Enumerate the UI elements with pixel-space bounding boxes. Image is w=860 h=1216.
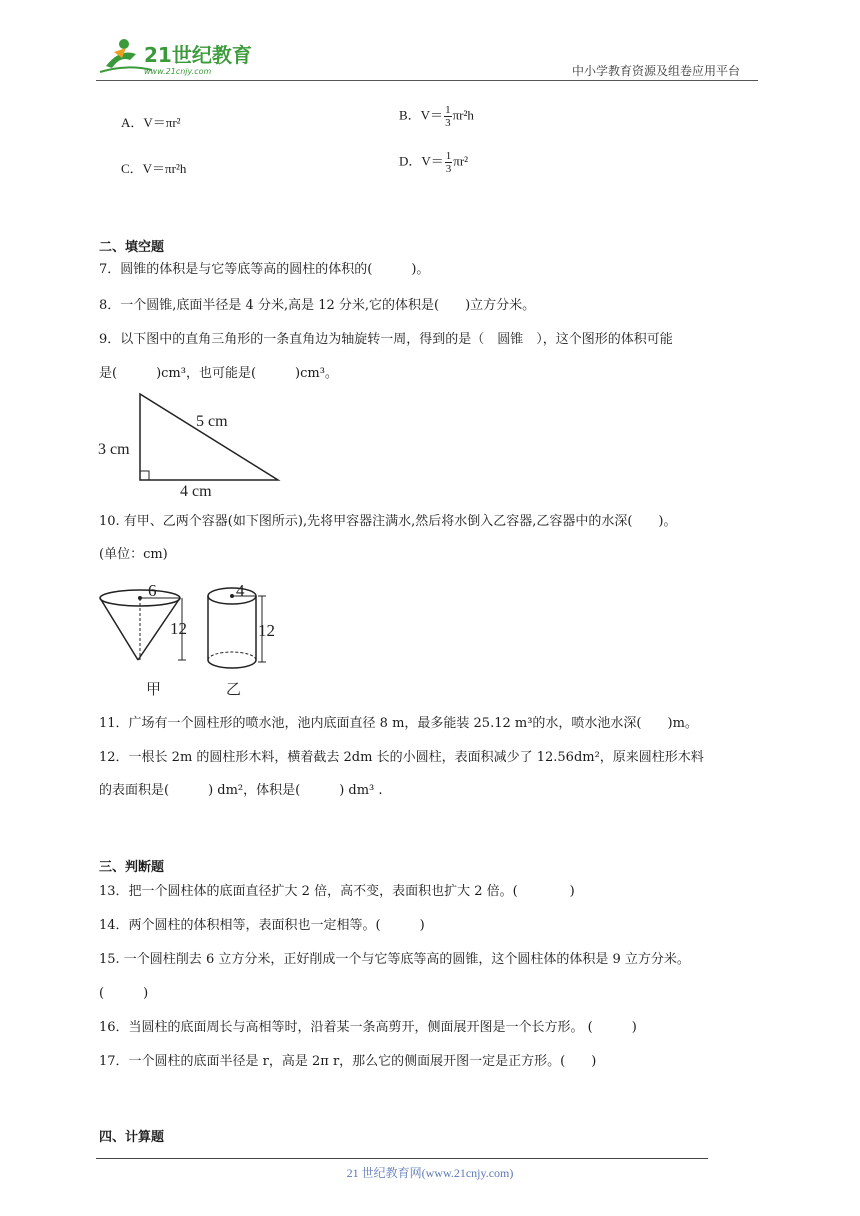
question-17: 17．一个圆柱的底面半径是 r，高是 2π r，那么它的侧面展开图一定是正方形。( ) — [99, 1054, 597, 1069]
option-d-prefix: D．V＝ — [399, 153, 444, 169]
question-10-line2: (单位：cm) — [99, 547, 168, 562]
option-c: C．V＝πr²h — [121, 161, 187, 176]
question-12-line1: 12．一根长 2m 的圆柱形木料，横着截去 2dm 长的小圆柱，表面积减少了 12.56dm²，原来圆柱形木料 — [99, 750, 704, 765]
right-angle-mark — [140, 471, 149, 480]
logo-text: 21世纪教育 — [144, 43, 252, 67]
triangle-hypotenuse-label: 5 cm — [196, 413, 228, 430]
option-b-prefix: B．V＝ — [399, 107, 444, 123]
question-7: 7．圆锥的体积是与它等底等高的圆柱的体积的( )。 — [99, 262, 430, 277]
question-15-line1: 15. 一个圆柱削去 6 立方分米，正好削成一个与它等底等高的圆锥，这个圆柱体的体积是 9 立方分米。 — [99, 952, 690, 967]
option-d-suffix: πr² — [453, 153, 469, 169]
option-b-suffix: πr²h — [452, 107, 474, 123]
cylinder-label: 乙 — [226, 680, 242, 698]
triangle-left-label: 3 cm — [98, 441, 130, 458]
logo-url: www.21cnjy.com — [144, 67, 212, 76]
section-title-calculation: 四、计算题 — [99, 1130, 165, 1145]
footer-link[interactable]: 21 世纪教育网(www.21cnjy.com) — [346, 1166, 514, 1180]
section-title-judgment: 三、判断题 — [99, 860, 165, 875]
cone-height-label: 12 — [170, 619, 187, 638]
platform-name: 中小学教育资源及组卷应用平台 — [572, 64, 741, 78]
triangle-shape — [140, 394, 278, 480]
option-b — [399, 104, 474, 129]
question-15-line2: ( ) — [99, 986, 149, 1001]
site-logo — [96, 36, 266, 80]
question-10-line1: 10. 有甲、乙两个容器(如下图所示),先将甲容器注满水,然后将水倒入乙容器,乙容器中的水深( )。 — [99, 514, 677, 529]
triangle-figure — [96, 388, 286, 502]
cone-radius-label: 6 — [148, 581, 157, 600]
question-11: 11．广场有一个圆柱形的喷水池，池内底面直径 8 m，最多能装 25.12 m³的水，喷水池水深( )m。 — [99, 716, 698, 731]
question-13: 13．把一个圆柱体的底面直径扩大 2 倍，高不变，表面积也扩大 2 倍。( ) — [99, 884, 575, 899]
triangle-bottom-label: 4 cm — [180, 483, 212, 500]
section-title-fill-blank: 二、填空题 — [99, 240, 165, 255]
question-9-line1: 9．以下图中的直角三角形的一条直角边为轴旋转一周，得到的是（ 圆锥 ），这个图形的体积可能 — [99, 332, 673, 347]
containers-figure — [96, 576, 286, 702]
question-8: 8．一个圆锥,底面半径是 4 分米,高是 12 分米,它的体积是( )立方分米。 — [99, 298, 536, 313]
fraction: $\frac{1}{3}$ — [445, 150, 452, 175]
fraction: $\frac{1}{3}$ — [445, 104, 451, 129]
question-12-line2: 的表面积是( ) dm²，体积是( ) dm³ . — [99, 783, 383, 798]
footer-divider — [96, 1158, 708, 1159]
option-d — [399, 150, 468, 175]
question-9-line2: 是( )cm³，也可能是( )cm³。 — [99, 366, 338, 381]
cone-label: 甲 — [146, 680, 162, 698]
header-divider — [96, 80, 758, 81]
question-16: 16．当圆柱的底面周长与高相等时，沿着某一条高剪开，侧面展开图是一个长方形。 ( ) — [99, 1020, 637, 1035]
cylinder-height-label: 12 — [258, 621, 275, 640]
cylinder-radius-label: 4 — [236, 581, 245, 600]
question-14: 14．两个圆柱的体积相等，表面积也一定相等。( ) — [99, 918, 425, 933]
option-a: A．V＝πr² — [121, 115, 181, 130]
